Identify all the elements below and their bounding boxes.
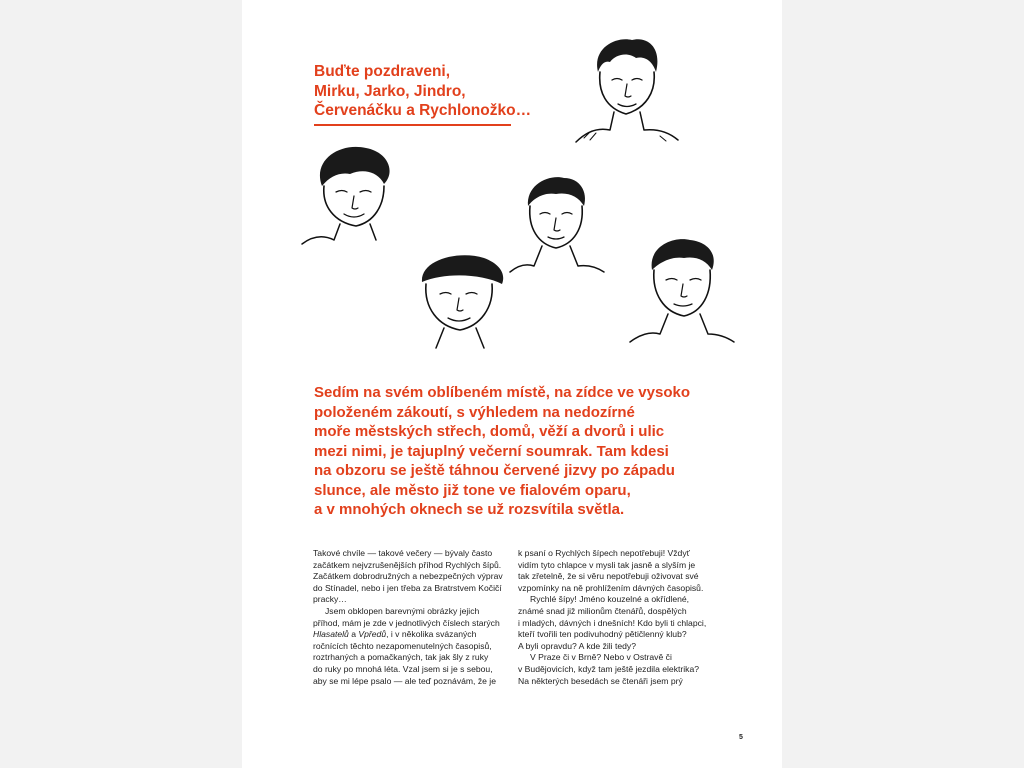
text-column-left bbox=[313, 548, 508, 687]
book-page bbox=[242, 0, 782, 768]
paragraph: Takové chvíle — takové večery — bývaly často začátkem nejvzrušenějších příhod Rychlých šípů. Začátkem dobrodružných a nebezpečných výprav do Stínadel, nebo i jen třeba za Bratrstvem Kočičí pracky… bbox=[313, 548, 503, 605]
paragraph bbox=[313, 606, 508, 687]
paragraph: V Praze či v Brně? Nebo v Ostravě či v Budějovicích, když tam ještě jezdila elektrika? Na některých besedách se čtenáři jsem prý bbox=[518, 652, 700, 686]
paragraph: Rychlé šípy! Jméno kouzelné a okřídlené, známé snad již milionům čtenářů, dospělých i mladých, dávných i dnešních! Kdo byli ti chlapci, kteří tvořili ten podivuhodný pětičlenný klub? A byli opravdu? A kde žili tedy? bbox=[518, 594, 707, 651]
paragraph-text: , i v několika svázaných ročnících těchto nezapomenutelných časopisů, roztrhaných a pomačkaných, tak jak šly z ruky do ruky po mnohá léta. Vzal jsem si je s sebou, aby se mi lépe psalo — ale teď poznávám, že je bbox=[313, 629, 496, 686]
heading-underline bbox=[314, 124, 511, 126]
page-number: 5 bbox=[739, 734, 743, 741]
portrait-bottom-center bbox=[404, 250, 520, 352]
magazine-title-vpred: Vpředů bbox=[358, 629, 387, 640]
intro-paragraph: Sedím na svém oblíbeném místě, na zídce ve vysoko položeném zákoutí, s výhledem na nedozírné moře městských střech, domů, věží a dvorů i ulic mezi nimi, je tajuplný večerní soumrak. Tam kdesi na obzoru se ještě táhnou červené jizvy po západu slunce, ale město již tone ve fialovém oparu, a v mnohých oknech se už rozsvítila světla. bbox=[314, 384, 690, 518]
magazine-title-hlasatel: Hlasatelů bbox=[313, 629, 349, 640]
paragraph: k psaní o Rychlých šípech nepotřebuji! Vždyť vidím tyto chlapce v mysli tak jasně a slyším je tak zřetelně, že si věru nepotřebuji oživovat své vzpomínky na ně prohlížením dávných časopisů. bbox=[518, 548, 704, 593]
portrait-left bbox=[300, 142, 412, 246]
paragraph-text: a bbox=[348, 629, 359, 640]
portrait-right bbox=[626, 232, 736, 344]
text-column-right bbox=[518, 548, 718, 687]
greeting-heading: Buďte pozdraveni, Mirku, Jarko, Jindro, Červenáčku a Rychlonožko… bbox=[314, 63, 532, 119]
paragraph-text: Jsem obklopen barevnými obrázky jejich příhod, mám je zde v jednotlivých číslech starých bbox=[313, 605, 500, 628]
portrait-top-right bbox=[570, 34, 682, 144]
